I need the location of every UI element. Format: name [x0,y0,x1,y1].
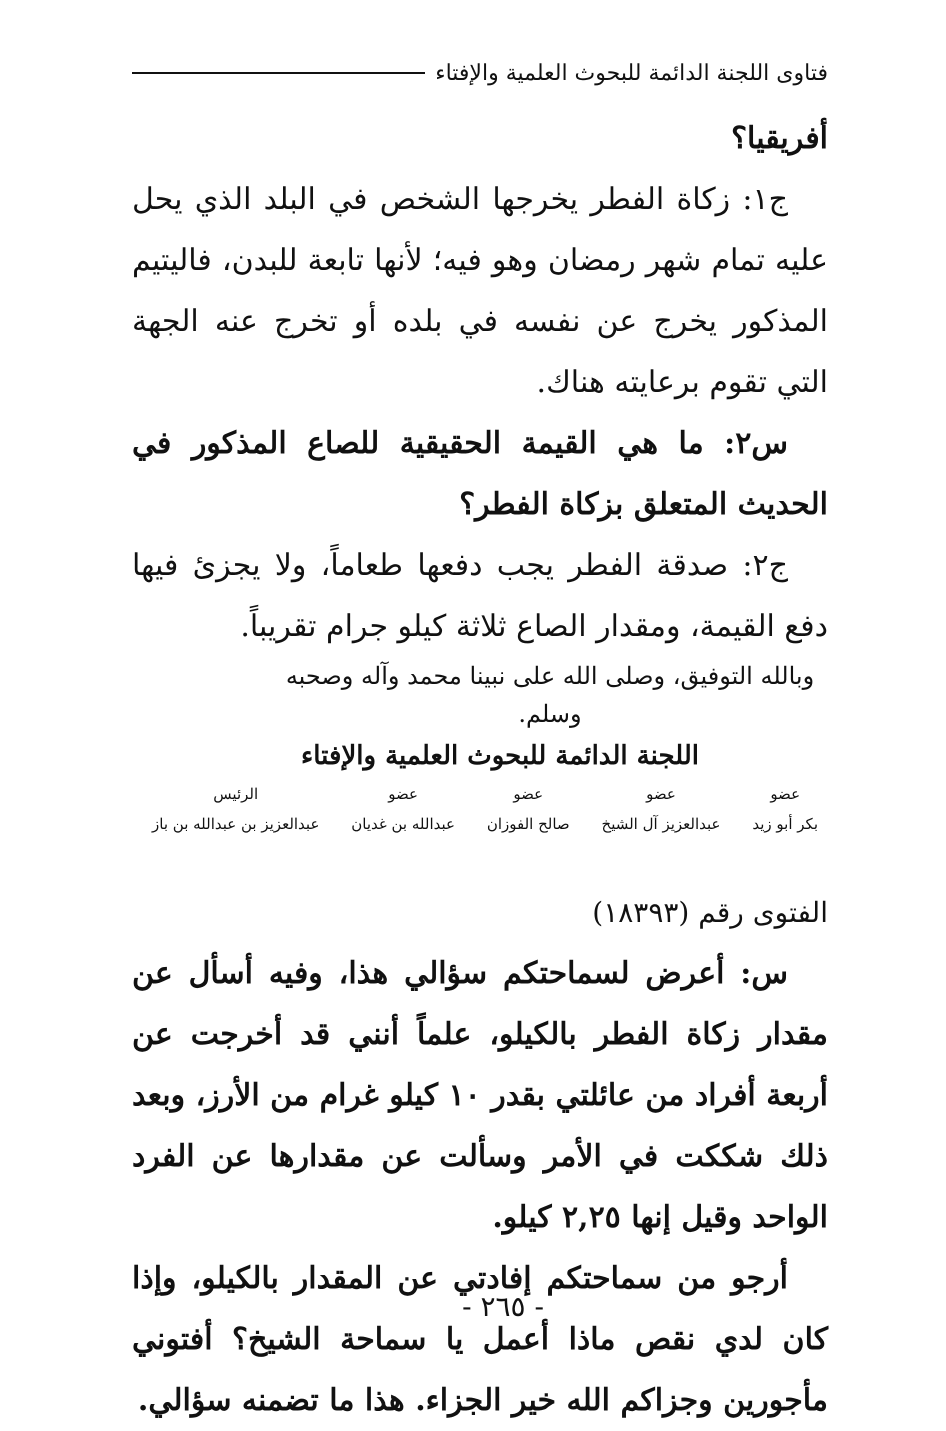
running-header [132,55,828,91]
signature-role: عضو [388,785,418,803]
signature-5 [152,783,319,843]
signatures [132,783,828,843]
question-2: س٢: ما هي القيمة الحقيقية للصاع المذكور في الحديث المتعلق بزكاة الفطر؟ [132,426,828,522]
signature-name: عبدالعزيز بن عبدالله بن باز [152,815,320,833]
signature-2 [602,783,721,843]
fatwa-question-continued: أرجو من سماحتكم إفادتي عن المقدار بالكيلو، وإذا كان لدي نقص ماذا أعمل يا سماحة الشيخ؟ أفتوني مأجورين وجزاكم الله خير الجزاء. هذا ما تضمنه سؤالي. [132,1261,828,1418]
answer-2: ج٢: صدقة الفطر يجب دفعها طعاماً، ولا يجزئ فيها دفع القيمة، ومقدار الصاع ثلاثة كيلو جرام تقريباً. [132,548,828,644]
page-number: - ٢٦٥ - [462,1290,544,1323]
header-rule [132,72,425,74]
closing-line: وبالله التوفيق، وصلى الله على نبينا محمد وآله وصحبه وسلم. [285,662,815,728]
signature-name: بكر أبو زيد [752,815,818,833]
signature-4 [351,783,455,843]
fatwa-question: س: أعرض لسماحتكم سؤالي هذا، وفيه أسأل عن مقدار زكاة الفطر بالكيلو، علماً أنني قد أخرجت عن أربعة أفراد من عائلتي بقدر ١٠ كيلو غرام من الأرز، وبعد ذلك شككت في الأمر وسألت عن مقدارها عن الفرد الواحد وقيل إنها ٢,٢٥ كيلو. [132,956,829,1235]
signature-name: صالح الفوزان [486,815,570,833]
signature-1 [752,783,818,843]
signature-role: عضو [646,785,676,803]
fatwa-number: الفتوى رقم (١٨٣٩٣) [592,896,828,929]
page-content [132,108,828,1431]
signature-name: عبدالعزيز آل الشيخ [601,815,721,833]
signature-role: عضو [513,785,544,803]
question-continuation: أفريقيا؟ [731,121,828,156]
signature-3 [487,783,570,843]
header-title: فتاوى اللجنة الدائمة للبحوث العلمية والإفتاء [435,60,828,86]
signature-name: عبدالله بن غديان [351,815,455,833]
page-footer [0,1290,946,1323]
answer-1: ج١: زكاة الفطر يخرجها الشخص في البلد الذي يحل عليه تمام شهر رمضان وهو فيه؛ لأنها تابعة للبدن، فاليتيم المذكور يخرج عن نفسه في بلده أو تخرج عنه الجهة التي تقوم برعايته هناك. [132,182,828,400]
signature-role: الرئيس [213,785,259,803]
committee-name: اللجنة الدائمة للبحوث العلمية والإفتاء [301,741,699,771]
signature-role: عضو [770,785,801,803]
